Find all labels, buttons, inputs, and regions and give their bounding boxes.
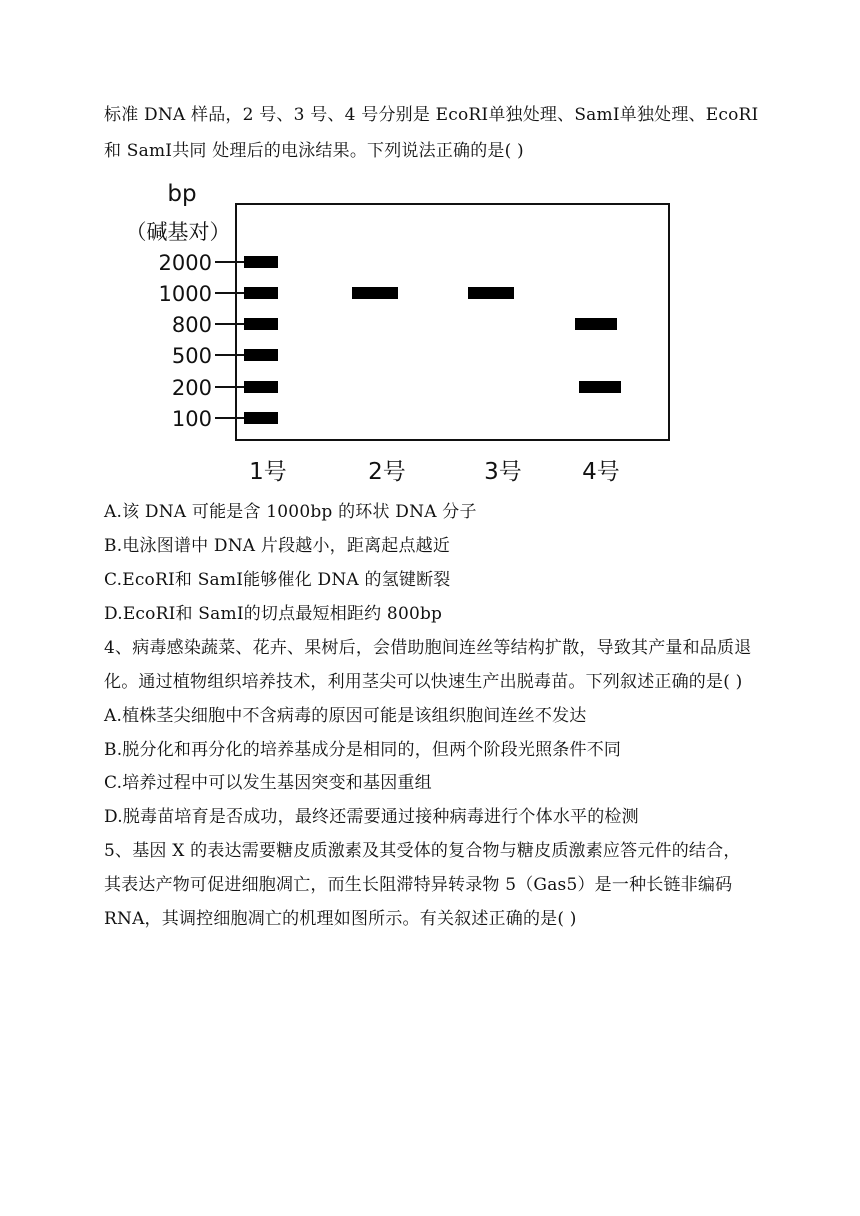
band-lane1-100 <box>244 412 278 424</box>
q3-option-b: B.电泳图谱中 DNA 片段越小，距离起点越近 <box>104 536 451 556</box>
ladder-label-2000: 2000 <box>158 251 212 275</box>
band-lane1-800 <box>244 318 278 330</box>
q4-option-b: B.脱分化和再分化的培养基成分是相同的，但两个阶段光照条件不同 <box>104 740 622 760</box>
lane-label-1: 1号 <box>249 459 287 485</box>
band-lane1-2000 <box>244 256 278 268</box>
ladder-label-1000: 1000 <box>158 282 212 306</box>
ladder-label-500: 500 <box>171 344 212 368</box>
band-lane4-800 <box>575 318 617 330</box>
lane-labels <box>249 459 620 485</box>
band-lane2-1000 <box>352 287 398 299</box>
band-lane1-200 <box>244 381 278 393</box>
unit-note-label: （碱基对） <box>125 220 231 244</box>
q5-stem-line-3: RNA，其调控细胞凋亡的机理如图所示。有关叙述正确的是( ) <box>104 909 577 929</box>
q4-option-a: A.植株茎尖细胞中不含病毒的原因可能是该组织胞间连丝不发达 <box>104 706 587 726</box>
band-lane1-500 <box>244 349 278 361</box>
q4-stem-line-2: 化。通过植物组织培养技术，利用茎尖可以快速生产出脱毒苗。下列叙述正确的是( ) <box>104 672 743 692</box>
band-lane4-200 <box>579 381 621 393</box>
ladder-label-800: 800 <box>171 313 212 337</box>
q4-option-c: C.培养过程中可以发生基因突变和基因重组 <box>104 773 432 793</box>
lane-label-3: 3号 <box>484 459 522 485</box>
gel-diagram <box>116 176 676 492</box>
lane-label-4: 4号 <box>582 459 620 485</box>
unit-label: bp <box>167 181 197 207</box>
q5-stem-line-1: 5、基因 X 的表达需要糖皮质激素及其受体的复合物与糖皮质激素应答元件的结合， <box>104 841 741 861</box>
intro-line-1: 标准 DNA 样品，2 号、3 号、4 号分别是 EcoRⅠ单独处理、SamⅠ单独处理、EcoRⅠ <box>104 105 759 125</box>
ladder-label-100: 100 <box>171 407 212 431</box>
q5-stem-line-2: 其表达产物可促进细胞凋亡，而生长阻滞特异转录物 5（Gas5）是一种长链非编码 <box>104 875 733 895</box>
ladder-labels <box>159 251 212 431</box>
band-lane3-1000 <box>468 287 514 299</box>
ladder-tick-lines <box>215 262 244 418</box>
q4-stem-line-1: 4、病毒感染蔬菜、花卉、果树后，会借助胞间连丝等结构扩散，导致其产量和品质退 <box>104 638 752 658</box>
band-lane1-1000 <box>244 287 278 299</box>
dna-bands <box>244 256 621 424</box>
lane-label-2: 2号 <box>368 459 406 485</box>
electrophoresis-figure <box>116 176 676 492</box>
q3-option-a: A.该 DNA 可能是含 1000bp 的环状 DNA 分子 <box>104 502 477 522</box>
q3-option-d: D.EcoRⅠ和 SamⅠ的切点最短相距约 800bp <box>104 604 443 624</box>
q3-option-c: C.EcoRⅠ和 SamⅠ能够催化 DNA 的氢键断裂 <box>104 570 451 590</box>
ladder-label-200: 200 <box>171 376 212 400</box>
q4-option-d: D.脱毒苗培育是否成功，最终还需要通过接种病毒进行个体水平的检测 <box>104 807 639 827</box>
intro-line-2: 和 SamⅠ共同 处理后的电泳结果。下列说法正确的是( ) <box>104 141 524 161</box>
